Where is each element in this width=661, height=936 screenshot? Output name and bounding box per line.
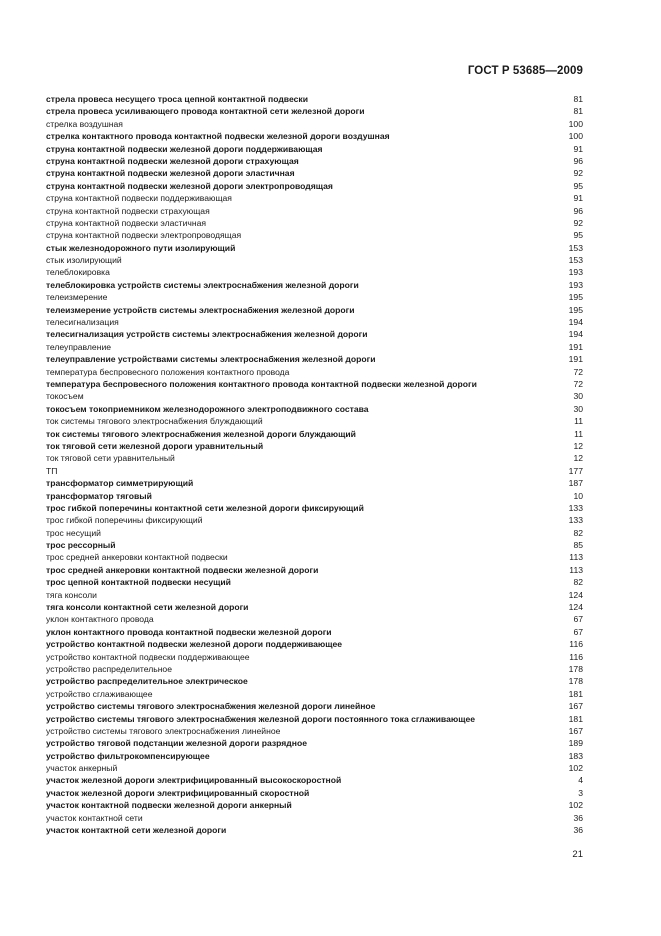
index-entry bbox=[46, 564, 583, 576]
index-page-number: 30 bbox=[573, 391, 583, 402]
index-entry bbox=[46, 279, 583, 291]
index-entry bbox=[46, 490, 583, 502]
index-entry bbox=[46, 502, 583, 514]
index-page-number: 72 bbox=[573, 366, 583, 377]
index-term: ТП bbox=[46, 465, 58, 476]
index-page-number: 178 bbox=[568, 676, 583, 687]
index-term: ток системы тягового электроснабжения железной дороги блуждающий bbox=[46, 428, 356, 439]
index-entry bbox=[46, 675, 583, 687]
index-term: устройство фильтрокомпенсирующее bbox=[46, 750, 210, 761]
index-page-number: 91 bbox=[573, 143, 583, 154]
index-page-number: 96 bbox=[573, 155, 583, 166]
index-page-number: 194 bbox=[568, 329, 583, 340]
index-term: телеуправление устройствами системы электроснабжения железной дороги bbox=[46, 354, 376, 365]
index-entry bbox=[46, 626, 583, 638]
index-page-number: 191 bbox=[568, 341, 583, 352]
index-page-number: 181 bbox=[568, 713, 583, 724]
index-entry bbox=[46, 465, 583, 477]
index-term: устройство системы тягового электроснабжения железной дороги линейное bbox=[46, 701, 376, 712]
index-term: уклон контактного провода bbox=[46, 614, 154, 625]
index-term: трос гибкой поперечины контактной сети железной дороги фиксирующий bbox=[46, 502, 364, 513]
index-page-number: 95 bbox=[573, 180, 583, 191]
index-page-number: 167 bbox=[568, 725, 583, 736]
index-page-number: 81 bbox=[573, 94, 583, 104]
index-page-number: 133 bbox=[568, 515, 583, 526]
index-page-number: 167 bbox=[568, 701, 583, 712]
index-entry bbox=[46, 713, 583, 725]
index-term: струна контактной подвески железной дороги электропроводящая bbox=[46, 180, 333, 191]
index-entry bbox=[46, 799, 583, 811]
index-page-number: 81 bbox=[573, 106, 583, 117]
document-header bbox=[468, 65, 583, 77]
index-entry bbox=[46, 328, 583, 340]
index-entry bbox=[46, 192, 583, 204]
index-entry bbox=[46, 266, 583, 278]
index-term: токосъем токоприемником железнодорожного электроподвижного состава bbox=[46, 403, 369, 414]
index-entry bbox=[46, 130, 583, 142]
index-term: телеизмерение bbox=[46, 292, 108, 303]
index-entry bbox=[46, 428, 583, 440]
index-page-number: 92 bbox=[573, 168, 583, 179]
index-entry bbox=[46, 180, 583, 192]
index-term: стрела провеса несущего троса цепной контактной подвески bbox=[46, 94, 308, 104]
index-entry bbox=[46, 415, 583, 427]
index-term: устройство системы тягового электроснабжения железной дороги постоянного тока сглаживающее bbox=[46, 713, 475, 724]
index-term: телесигнализация bbox=[46, 317, 119, 328]
index-entry bbox=[46, 341, 583, 353]
index-term: трос цепной контактной подвески несущий bbox=[46, 577, 231, 588]
index-page-number: 100 bbox=[568, 131, 583, 142]
index-page-number: 113 bbox=[569, 564, 583, 575]
index-page-number: 181 bbox=[568, 688, 583, 699]
index-term: трансформатор тяговый bbox=[46, 490, 152, 501]
index-entry bbox=[46, 155, 583, 167]
index-term: уклон контактного провода контактной подвески железной дороги bbox=[46, 626, 332, 637]
index-entry bbox=[46, 440, 583, 452]
index-entry bbox=[46, 787, 583, 799]
index-entry bbox=[46, 688, 583, 700]
index-page-number: 124 bbox=[568, 602, 583, 613]
index-term: тяга консоли контактной сети железной дороги bbox=[46, 602, 249, 613]
index-term: струна контактной подвески железной дороги поддерживающая bbox=[46, 143, 323, 154]
index-page-number: 177 bbox=[568, 465, 583, 476]
index-entry bbox=[46, 167, 583, 179]
index-entry bbox=[46, 242, 583, 254]
index-page-number: 195 bbox=[568, 292, 583, 303]
index-entry bbox=[46, 105, 583, 117]
index-page-number: 113 bbox=[569, 552, 583, 563]
index-term: трос средней анкеровки контактной подвески железной дороги bbox=[46, 564, 319, 575]
index-page-number: 193 bbox=[568, 267, 583, 278]
index-page-number: 36 bbox=[573, 812, 583, 823]
index-page-number: 12 bbox=[573, 440, 583, 451]
index-entry bbox=[46, 514, 583, 526]
index-page-number: 4 bbox=[578, 775, 583, 786]
index-entry bbox=[46, 229, 583, 241]
index-page-number: 82 bbox=[573, 527, 583, 538]
index-term: струна контактной подвески эластичная bbox=[46, 217, 207, 228]
index-term: устройство распределительное электрическое bbox=[46, 676, 248, 687]
index-entry bbox=[46, 291, 583, 303]
index-page-number: 124 bbox=[568, 589, 583, 600]
index-term: струна контактной подвески поддерживающая bbox=[46, 193, 232, 204]
index-entry bbox=[46, 576, 583, 588]
index-page-number: 11 bbox=[574, 428, 583, 439]
index-term: участок железной дороги электрифицированный скоростной bbox=[46, 787, 310, 798]
index-term: тяга консоли bbox=[46, 589, 97, 600]
index-page-number: 153 bbox=[568, 255, 583, 266]
index-page-number: 116 bbox=[569, 651, 583, 662]
index-term: струна контактной подвески железной дороги эластичная bbox=[46, 168, 295, 179]
index-entry bbox=[46, 700, 583, 712]
index-page-number: 85 bbox=[573, 540, 583, 551]
index-page-number: 82 bbox=[573, 577, 583, 588]
index-entry bbox=[46, 403, 583, 415]
index-entry bbox=[46, 304, 583, 316]
index-page-number: 178 bbox=[568, 663, 583, 674]
index-page-number: 183 bbox=[568, 750, 583, 761]
index-page-number: 153 bbox=[568, 242, 583, 253]
alphabetical-index bbox=[46, 93, 583, 836]
index-term: струна контактной подвески железной дороги страхующая bbox=[46, 155, 299, 166]
index-term: трос средней анкеровки контактной подвески bbox=[46, 552, 228, 563]
index-term: стрела провеса усиливающего провода контактной сети железной дороги bbox=[46, 106, 365, 117]
index-term: ток системы тягового электроснабжения блуждающий bbox=[46, 416, 263, 427]
index-page-number: 193 bbox=[568, 279, 583, 290]
index-entry bbox=[46, 143, 583, 155]
index-entry bbox=[46, 824, 583, 836]
index-term: устройство тяговой подстанции железной дороги разрядное bbox=[46, 738, 307, 749]
index-entry bbox=[46, 663, 583, 675]
index-entry bbox=[46, 589, 583, 601]
index-term: участок контактной подвески железной дороги анкерный bbox=[46, 800, 292, 811]
index-page-number: 67 bbox=[573, 626, 583, 637]
index-entry bbox=[46, 378, 583, 390]
index-page-number: 189 bbox=[568, 738, 583, 749]
index-term: температура беспровесного положения контактного провода контактной подвески железной дороги bbox=[46, 378, 477, 389]
index-term: устройство контактной подвески поддерживающее bbox=[46, 651, 250, 662]
index-term: телеизмерение устройств системы электроснабжения железной дороги bbox=[46, 304, 355, 315]
index-entry bbox=[46, 527, 583, 539]
index-term: устройство распределительное bbox=[46, 663, 172, 674]
index-page-number: 72 bbox=[573, 378, 583, 389]
index-term: телеблокировка устройств системы электроснабжения железной дороги bbox=[46, 279, 359, 290]
index-term: ток тяговой сети железной дороги уравнительный bbox=[46, 440, 264, 451]
index-term: стык изолирующий bbox=[46, 255, 122, 266]
index-page-number: 102 bbox=[568, 763, 583, 774]
index-entry bbox=[46, 217, 583, 229]
index-entry bbox=[46, 750, 583, 762]
index-term: трос рессорный bbox=[46, 540, 116, 551]
index-term: стрелка контактного провода контактной подвески железной дороги воздушная bbox=[46, 131, 390, 142]
index-page-number: 187 bbox=[568, 478, 583, 489]
index-page-number: 100 bbox=[568, 118, 583, 129]
page-footer bbox=[572, 849, 583, 860]
index-page-number: 92 bbox=[573, 217, 583, 228]
index-term: температура беспровесного положения контактного провода bbox=[46, 366, 290, 377]
index-entry bbox=[46, 762, 583, 774]
index-term: устройство сглаживающее bbox=[46, 688, 153, 699]
index-term: участок железной дороги электрифицированный высокоскоростной bbox=[46, 775, 342, 786]
index-page-number: 102 bbox=[568, 800, 583, 811]
index-entry bbox=[46, 118, 583, 130]
index-page-number: 3 bbox=[578, 787, 583, 798]
index-term: телеуправление bbox=[46, 341, 112, 352]
index-page-number: 30 bbox=[573, 403, 583, 414]
index-page-number: 95 bbox=[573, 230, 583, 241]
index-entry bbox=[46, 638, 583, 650]
index-entry bbox=[46, 601, 583, 613]
index-term: устройство контактной подвески железной дороги поддерживающее bbox=[46, 639, 343, 650]
index-entry bbox=[46, 613, 583, 625]
standard-designation: ГОСТ Р 53685—2009 bbox=[467, 65, 583, 77]
page-number: 21 bbox=[572, 849, 583, 860]
index-term: телесигнализация устройств системы электроснабжения железной дороги bbox=[46, 329, 368, 340]
index-entry bbox=[46, 316, 583, 328]
index-term: участок анкерный bbox=[46, 763, 118, 774]
index-entry bbox=[46, 774, 583, 786]
index-term: струна контактной подвески страхующая bbox=[46, 205, 210, 216]
index-entry bbox=[46, 551, 583, 563]
index-entry bbox=[46, 353, 583, 365]
index-entry bbox=[46, 477, 583, 489]
index-entry bbox=[46, 366, 583, 378]
index-term: трос несущий bbox=[46, 527, 101, 538]
index-entry bbox=[46, 93, 583, 105]
index-entry bbox=[46, 651, 583, 663]
index-term: токосъем bbox=[46, 391, 84, 402]
index-term: участок контактной сети bbox=[46, 812, 143, 823]
index-page-number: 67 bbox=[573, 614, 583, 625]
index-page-number: 11 bbox=[574, 416, 583, 427]
index-entry bbox=[46, 390, 583, 402]
index-term: трос гибкой поперечины фиксирующий bbox=[46, 515, 203, 526]
index-page-number: 194 bbox=[568, 317, 583, 328]
index-page-number: 36 bbox=[573, 825, 583, 836]
index-page-number: 96 bbox=[573, 205, 583, 216]
index-page-number: 195 bbox=[568, 304, 583, 315]
index-entry bbox=[46, 812, 583, 824]
index-term: стрелка воздушная bbox=[46, 118, 123, 129]
index-page-number: 12 bbox=[573, 453, 583, 464]
index-entry bbox=[46, 539, 583, 551]
index-page-number: 10 bbox=[573, 490, 583, 501]
index-term: стык железнодорожного пути изолирующий bbox=[46, 242, 236, 253]
index-entry bbox=[46, 205, 583, 217]
index-term: телеблокировка bbox=[46, 267, 110, 278]
index-term: участок контактной сети железной дороги bbox=[46, 825, 227, 836]
index-page-number: 191 bbox=[568, 354, 583, 365]
index-entry bbox=[46, 254, 583, 266]
index-page-number: 116 bbox=[569, 639, 583, 650]
index-page-number: 133 bbox=[568, 502, 583, 513]
index-entry bbox=[46, 737, 583, 749]
index-term: трансформатор симметрирующий bbox=[46, 478, 194, 489]
index-entry bbox=[46, 452, 583, 464]
index-page-number: 91 bbox=[573, 193, 583, 204]
index-term: струна контактной подвески электропроводящая bbox=[46, 230, 242, 241]
index-term: ток тяговой сети уравнительный bbox=[46, 453, 175, 464]
index-term: устройство системы тягового электроснабжения линейное bbox=[46, 725, 281, 736]
index-entry bbox=[46, 725, 583, 737]
